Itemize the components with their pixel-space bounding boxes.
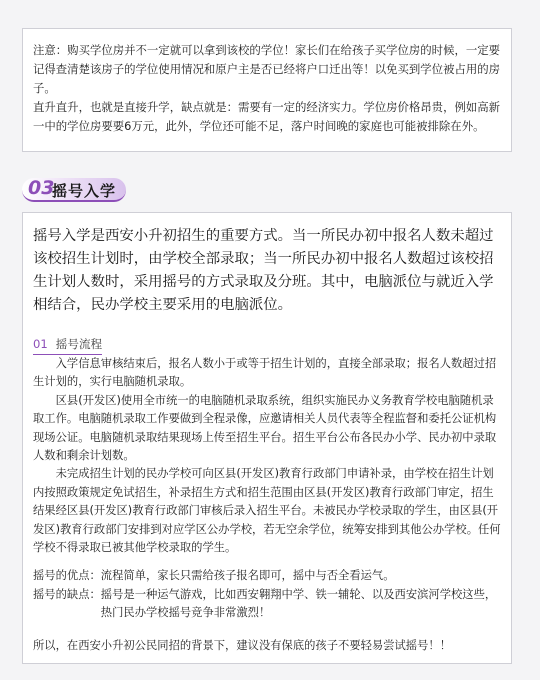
section-title: 摇号入学 [52, 182, 117, 200]
process-paragraph-2: 区县(开发区)使用全市统一的电脑随机录取系统，组织实施民办义务教育学校电脑随机录取工作。电脑随机录取工作要做到全程录像，应邀请相关人员代表等全程监督和委托公证机构现场公证。电脑随机录取结果现场上传至招生平台。招生平台公布各民办小学、民办初中录取人数和剩余计划数。 [33, 393, 497, 463]
notice-paragraph: 注意：购买学位房并不一定就可以拿到该校的学位！家长们在给孩子买学位房的时候，一定要记得查清楚该房子的学位使用情况和原户主是否已经将户口迁出等！以免买到学位被占用的房子。 [33, 43, 501, 95]
subsection-number: 01 [33, 337, 48, 351]
cons-row [33, 586, 501, 623]
pros-label: 摇号的优点： [33, 569, 101, 583]
cons-label: 摇号的缺点： [33, 587, 101, 601]
cons-text: 摇号是一种运气游戏，比如西安翱翔中学、铁一辅轮、以及西安滨河学校这些，热门民办学校摇号竞争非常激烈！ [100, 587, 497, 620]
process-paragraph-1: 入学信息审核结束后，报名人数小于或等于招生计划的，直接全部录取；报名人数超过招生计划的，实行电脑随机录取。 [33, 357, 497, 389]
lottery-card [22, 212, 512, 664]
notice-card [22, 28, 512, 152]
section-header [22, 176, 142, 204]
pros-text: 流程简单，家长只需给孩子报名即可，摇中与否全看运气。 [100, 569, 395, 583]
process-paragraph-3: 未完成招生计划的民办学校可向区县(开发区)教育行政部门申请补录，由学校在招生计划内按照政策规定免试招生，补录招生方式和招生范围由区县(开发区)教育行政部门审定，招生结果经区县(开发区)教育行政部门审核后录入招生平台。未被民办学校录取的学生，由区县(开发区)教育行政部门安排到对应学区公办学校，若无空余学位，统筹安排到其他公办学校。任何学校不得录取已被其他学校录取的学生。 [33, 467, 501, 555]
subsection-title: 摇号流程 [55, 337, 103, 351]
pros-row [33, 567, 501, 585]
intro-paragraph: 摇号入学是西安小升初招生的重要方式。当一所民办初中报名人数未超过该校招生计划时，由学校全部录取；当一所民办初中报名人数超过该校招生计划人数时，采用摇号的方式录取及分班。其中，电脑派位与就近入学相结合，民办学校主要采用的电脑派位。 [33, 228, 494, 313]
spacer [33, 557, 501, 567]
section-number: 03 [28, 177, 55, 199]
direct-promotion-paragraph: 直升直升，也就是直接升学，缺点就是：需要有一定的经济实力。学位房价格昂贵，例如高新一中的学位房要要6万元，此外，学位还可能不足，落户时间晚的家庭也可能被排除在外。 [33, 100, 501, 133]
conclusion-paragraph: 所以，在西安小升初公民同招的背景下，建议没有保底的孩子不要轻易尝试摇号！！ [33, 638, 451, 652]
subsection-heading [33, 335, 102, 355]
